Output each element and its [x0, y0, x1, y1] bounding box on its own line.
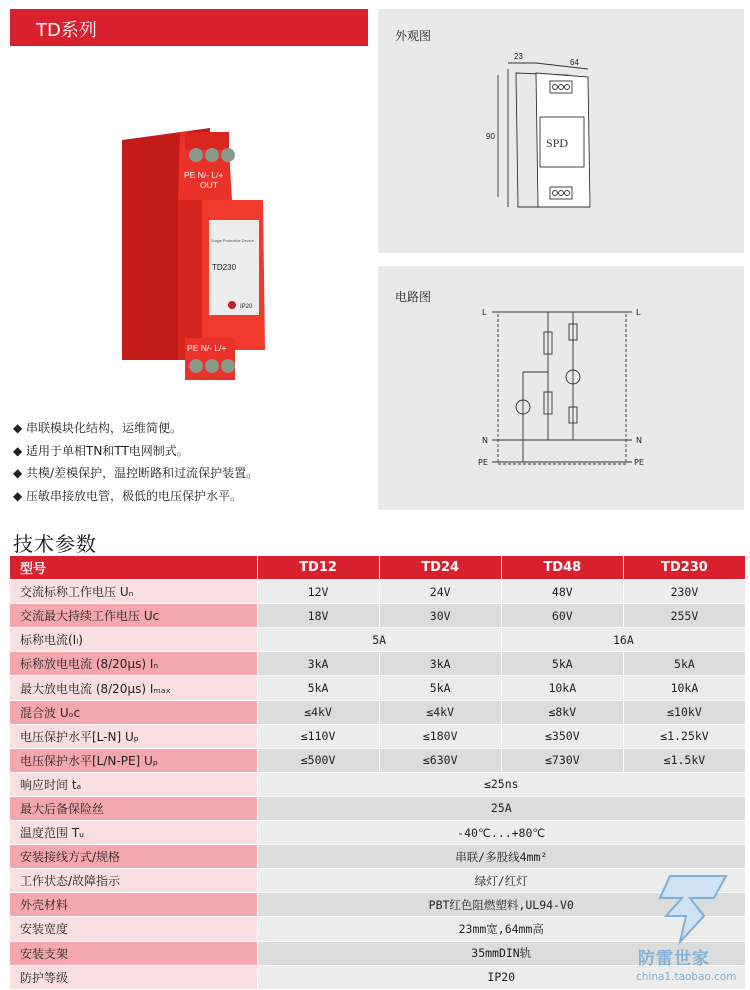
spec-label: 工作状态/故障指示	[10, 869, 257, 893]
spec-row	[10, 652, 746, 676]
bottom-terminal-label: PE N/- L/+	[187, 343, 227, 353]
spec-value: 35mmDIN轨	[257, 941, 746, 965]
spec-value: ≤730V	[501, 748, 623, 772]
spec-label: 标称放电电流 (8/20μs) Iₙ	[10, 652, 257, 676]
spd-label: SPD	[546, 136, 569, 150]
spec-value: 23mm宽,64mm高	[257, 917, 746, 941]
spec-value: 24V	[379, 580, 501, 604]
outline-title: 外观图	[395, 29, 432, 43]
circuit-pe-left: PE	[478, 458, 488, 467]
dim-width: 64	[570, 58, 579, 67]
feature-item: ◆ 共模/差模保护，温控断路和过流保护装置。	[13, 466, 259, 480]
spec-value: ≤25ns	[257, 772, 746, 796]
circuit-l-left: L	[482, 308, 487, 317]
spec-value: 3kA	[257, 652, 379, 676]
spec-value: 12V	[257, 580, 379, 604]
spec-value: ≤1.5kV	[623, 748, 745, 772]
spec-label: 电压保护水平[L/N-PE] Uₚ	[10, 748, 257, 772]
top-terminal-label: PE N/- L/+	[184, 170, 224, 180]
spec-value: 串联/多股线4mm²	[257, 845, 746, 869]
spec-row	[10, 748, 746, 772]
spec-value: 30V	[379, 604, 501, 628]
spec-label: 温度范围 Tᵤ	[10, 821, 257, 845]
brand-line: Surge Protective Device	[211, 238, 254, 243]
circuit-n-left: N	[482, 436, 488, 445]
spec-row	[10, 676, 746, 700]
spec-value: ≤10kV	[623, 700, 745, 724]
spec-header-cell: TD12	[257, 556, 379, 580]
spec-row	[10, 772, 746, 796]
spec-value: 10kA	[501, 676, 623, 700]
spec-value: 230V	[623, 580, 745, 604]
product-photo	[10, 60, 368, 400]
spec-header-row	[10, 556, 746, 580]
spec-value: PBT红色阻燃塑料,UL94-V0	[257, 893, 746, 917]
spec-value: ≤500V	[257, 748, 379, 772]
spec-value: ≤4kV	[379, 700, 501, 724]
spec-value: 16A	[501, 628, 745, 652]
circuit-title: 电路图	[395, 290, 432, 304]
feature-item: ◆ 适用于单相TN和TT电网制式。	[13, 443, 189, 458]
spec-value: ≤8kV	[501, 700, 623, 724]
spec-value: 5kA	[501, 652, 623, 676]
spec-label: 安装接线方式/规格	[10, 845, 257, 869]
spec-value: ≤1.25kV	[623, 724, 745, 748]
dim-height: 90	[486, 132, 495, 141]
outline-panel	[378, 9, 744, 253]
dim-depth: 23	[514, 52, 523, 61]
spec-label: 防护等级	[10, 965, 257, 989]
spec-label: 混合波 Uₒᴄ	[10, 700, 257, 724]
spec-row	[10, 821, 746, 845]
spec-row	[10, 724, 746, 748]
spec-label: 电压保护水平[L-N] Uₚ	[10, 724, 257, 748]
circuit-panel	[378, 266, 744, 510]
spec-row	[10, 628, 746, 652]
spec-value: ≤110V	[257, 724, 379, 748]
spec-header-cell: TD24	[379, 556, 501, 580]
spec-value: IP20	[257, 965, 746, 989]
spec-value: ≤630V	[379, 748, 501, 772]
spec-label: 交流最大持续工作电压 Uᴄ	[10, 604, 257, 628]
spec-row	[10, 700, 746, 724]
spec-header-cell: 型号	[10, 556, 257, 580]
spec-value: ≤4kV	[257, 700, 379, 724]
spec-row	[10, 796, 746, 820]
top-out-label: OUT	[200, 180, 218, 190]
spec-value: 48V	[501, 580, 623, 604]
rating-label: IP20	[240, 304, 253, 310]
spec-value: 25A	[257, 796, 746, 820]
watermark	[630, 868, 748, 988]
spec-label: 标称电流(Iₗ)	[10, 628, 257, 652]
circuit-n-right: N	[636, 436, 642, 445]
spec-value: -40℃...+80℃	[257, 821, 746, 845]
spec-value: 5kA	[623, 652, 745, 676]
spec-value: ≤350V	[501, 724, 623, 748]
spec-value: 255V	[623, 604, 745, 628]
watermark-logo-icon	[630, 868, 748, 948]
spec-label: 外壳材料	[10, 893, 257, 917]
series-header	[10, 9, 368, 46]
spec-value: 5A	[257, 628, 501, 652]
spec-row	[10, 845, 746, 869]
feature-item: ◆ 压敏串接放电管，极低的电压保护水平。	[13, 488, 243, 503]
circuit-diagram	[478, 302, 648, 472]
spec-value: 18V	[257, 604, 379, 628]
series-title: TD系列	[36, 20, 97, 41]
watermark-text: 防雷世家	[638, 949, 710, 969]
spec-value: 60V	[501, 604, 623, 628]
spec-label: 安装宽度	[10, 917, 257, 941]
spec-value: 绿灯/红灯	[257, 869, 746, 893]
spec-value: ≤180V	[379, 724, 501, 748]
spec-value: 3kA	[379, 652, 501, 676]
spec-label: 最大放电电流 (8/20μs) Iₘₐₓ	[10, 676, 257, 700]
model-label: TD230	[212, 263, 237, 272]
outline-drawing	[478, 47, 618, 227]
spec-value: 5kA	[379, 676, 501, 700]
circuit-pe-right: PE	[634, 458, 644, 467]
spec-value: 10kA	[623, 676, 745, 700]
spec-row	[10, 604, 746, 628]
spec-label: 安装支架	[10, 941, 257, 965]
spec-value: 5kA	[257, 676, 379, 700]
spec-title: 技术参数	[13, 532, 97, 556]
feature-list	[13, 417, 258, 507]
spec-label: 最大后备保险丝	[10, 796, 257, 820]
spec-header-cell: TD48	[501, 556, 623, 580]
spec-label: 交流标称工作电压 Uₙ	[10, 580, 257, 604]
watermark-url: china1.taobao.com	[636, 971, 737, 983]
circuit-l-right: L	[636, 308, 641, 317]
spec-header-cell: TD230	[623, 556, 745, 580]
feature-item: ◆ 串联模块化结构，运维简便。	[13, 421, 183, 435]
spec-row	[10, 580, 746, 604]
spec-label: 响应时间 tₐ	[10, 772, 257, 796]
